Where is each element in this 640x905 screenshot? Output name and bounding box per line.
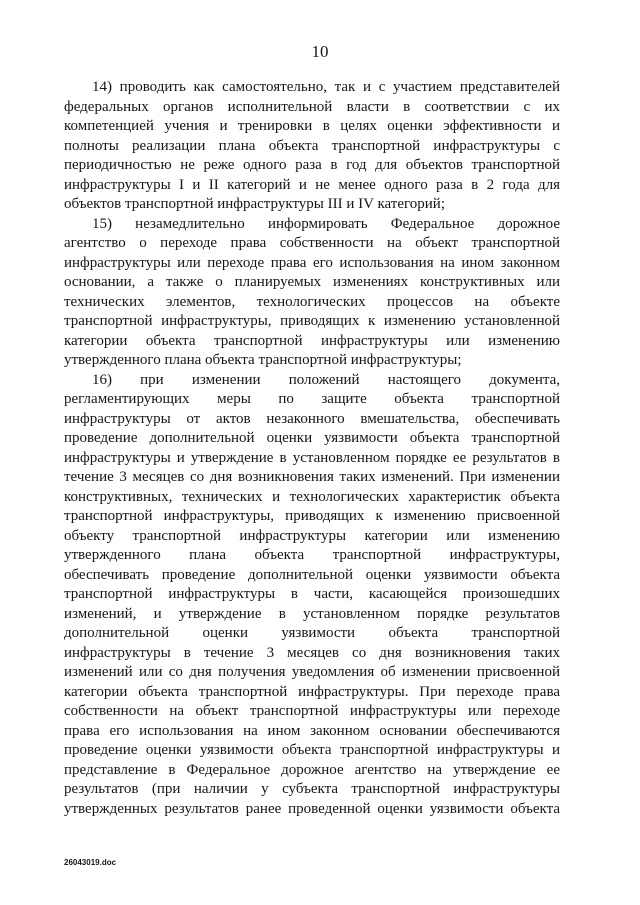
text-line: категории объекта транспортной инфраструктуры. При переходе права [64,683,560,700]
text-line: транспортной инфраструктуры в части, касающейся произошедших [64,586,560,602]
text-line: объектов транспортной инфраструктуры III и IV категорий; [64,196,445,212]
text-line: периодичностью не реже одного раза в год для объектов транспортной [64,157,560,173]
text-line: 16) при изменении положений настоящего документа, [92,371,560,388]
text-line: проведение дополнительной оценки уязвимости объекта транспортной [64,430,560,446]
paragraph-item-14 [64,78,560,215]
text-line: агентство о переходе права собственности на объект транспортной [64,235,560,251]
text-line: компетенцией учения и тренировки в целях оценки эффективности и [64,118,560,134]
text-line: основании, а также о планируемых изменениях конструктивных или [64,274,560,290]
text-line: 15) незамедлительно информировать Федеральное дорожное [92,215,560,232]
paragraph-item-15 [64,215,560,371]
text-line: утвержденного плана объекта транспортной инфраструктуры; [64,352,462,368]
text-line: представление в Федеральное дорожное агентство на утверждение ее [64,761,560,778]
text-line: права его использования на ином законном основании обеспечиваются [64,722,560,739]
text-line: собственности на объект транспортной инфраструктуры или переходе [64,703,560,719]
text-line: обеспечивать проведение дополнительной оценки уязвимости объекта [64,566,560,583]
text-line: 14) проводить как самостоятельно, так и с участием представителей [92,79,560,95]
text-line: проведение оценки уязвимости объекта транспортной инфраструктуры и [64,742,560,758]
text-line: категории объекта транспортной инфраструктуры или изменению [64,332,560,349]
text-line: утвержденного плана объекта транспортной инфраструктуры, [64,547,560,563]
text-line: инфраструктуры от актов незаконного вмешательства, обеспечивать [64,410,560,427]
text-line: регламентирующих меры по защите объекта транспортной [64,391,560,407]
document-file-code: 26043019.doc [64,858,117,867]
text-line: изменений или со дня получения уведомления об изменении присвоенной [64,664,560,680]
text-line: инфраструктуры и утверждение в установленном порядке ее результатов в [64,449,560,466]
text-line: результатов (при наличии у субъекта транспортной инфраструктуры [64,781,560,797]
text-line: изменений, и утверждение в установленном порядке результатов [64,605,560,622]
text-line: инфраструктуры I и II категорий и не менее одного раза в 2 года для [64,176,560,193]
paragraph-item-16 [64,371,560,820]
text-line: технических элементов, технологических процессов на объекте [64,293,560,310]
text-line: полноты реализации плана объекта транспортной инфраструктуры с [64,137,560,154]
text-line: конструктивных, технических и технологических характеристик объекта [64,488,560,505]
text-line: дополнительной оценки уязвимости объекта транспортной [64,625,560,641]
text-line: транспортной инфраструктуры, приводящих к изменению присвоенной [64,508,560,524]
text-line: течение 3 месяцев со дня возникновения таких изменений. При изменении [64,469,560,485]
text-line: федеральных органов исполнительной власти в соответствии с их [64,98,560,115]
document-body [64,78,560,819]
page-number: 10 [311,42,329,61]
text-line: инфраструктуры в течение 3 месяцев со дня возникновения таких [64,644,560,661]
text-line: транспортной инфраструктуры, приводящих к изменению установленной [64,313,560,329]
text-line: объекту транспортной инфраструктуры категории или изменению [64,527,560,544]
text-line: инфраструктуры или переходе права его использования на ином законном [64,254,560,271]
text-line: утвержденных результатов ранее проведенной оценки уязвимости объекта [64,800,560,817]
